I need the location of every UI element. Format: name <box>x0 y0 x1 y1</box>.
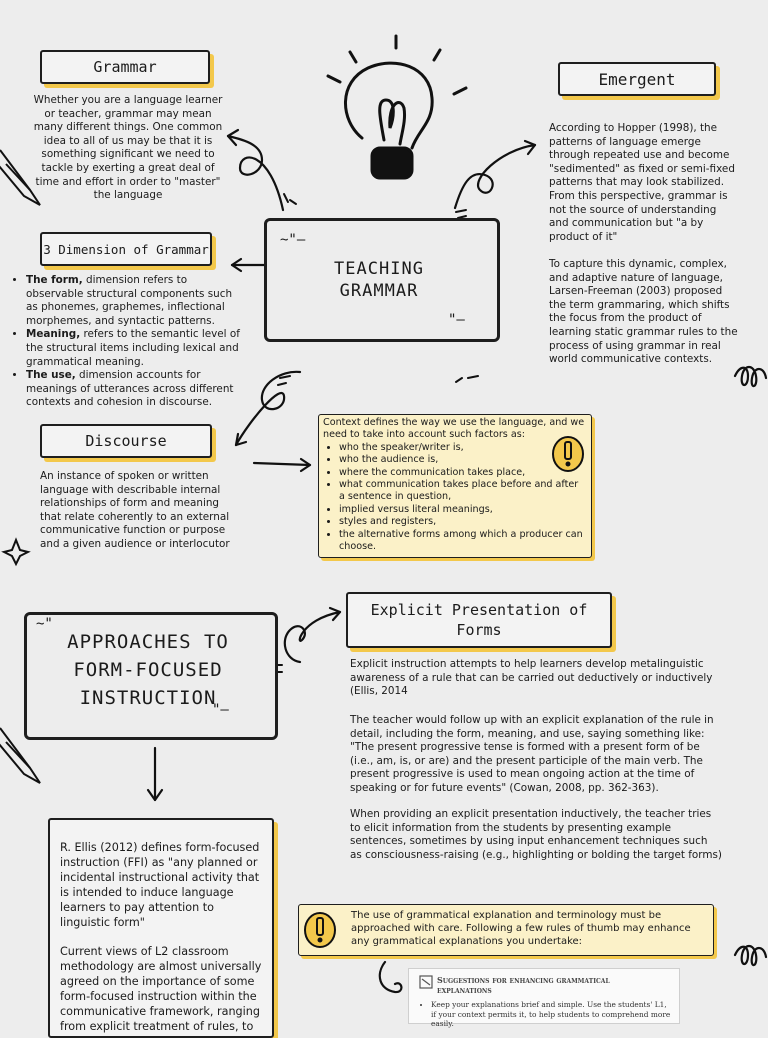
center-title-line-1: TEACHING <box>334 259 424 279</box>
context-item: • who the audience is, <box>339 454 587 466</box>
emergent-paragraph-1: According to Hopper (1998), the patterns of language emerge through repeated use and become "sedimented" as fixed or semi-fixed patterns that may look stabilized. From this perspective, grammar is not the source of understanding and communication but "a by product of it" <box>549 122 735 243</box>
ffi-box <box>48 818 274 1038</box>
grammar-title-box <box>40 50 210 84</box>
dimension-item-use: • The use, dimension accounts for meanings of utterances across different contexts and cohesion in discourse. <box>26 369 244 410</box>
discourse-body: An instance of spoken or written language with describable internal relationships of form and meaning that relate coherently to an external communicative function or purpose and a given audience or interlocutor <box>40 470 230 550</box>
warning-icon <box>302 910 338 950</box>
dimension-item-meaning: • Meaning, refers to the semantic level of the structural items including lexical and grammatical meaning. <box>26 328 244 369</box>
dimension-item-form: • The form, dimension refers to observable structural components such as phonemes, graphemes, inflectional morphemes, and syntactic patterns. <box>26 274 244 328</box>
warning-icon <box>550 434 586 474</box>
discourse-title-box <box>40 424 212 458</box>
quote-mark-open: ~" <box>36 616 53 632</box>
quote-mark-close: "— <box>448 312 465 328</box>
grammar-body: Whether you are a language learner or teacher, grammar may mean many different things. One common idea to all of us may be that it is something significant we need to tackle by exerting a great deal of time and effort in order to "master" the language <box>33 94 223 202</box>
context-item: • who the speaker/writer is, <box>339 442 587 454</box>
explicit-title-line-2: Forms <box>456 621 502 639</box>
suggestions-title-line-2: explanations <box>437 985 492 995</box>
dimension-title: 3 Dimension of Grammar <box>43 241 209 257</box>
suggestions-item: • Keep your explanations brief and simple. Use the students' L1, if your context permits it, to help students to comprehend more easily. <box>431 1000 671 1029</box>
explicit-paragraph-3: When providing an explicit presentation inductively, the teacher tries to elicit information from the students by presenting example sentences, sometimes by using input enhancement techniques such as consciousness-raising (e.g., highlighting or bolding the target forms) <box>350 808 722 861</box>
dimension-list <box>12 274 244 410</box>
approaches-title-line-3: INSTRUCTION <box>79 687 217 709</box>
approaches-title-line-2: FORM-FOCUSED <box>73 659 223 681</box>
emergent-title: Emergent <box>598 69 676 89</box>
emergent-title-box <box>558 62 716 96</box>
ffi-paragraph-1: R. Ellis (2012) defines form-focused instruction (FFI) as "any planned or incidental instructional activity that is intended to induce language learners to pay attention to linguistic form" <box>60 841 260 929</box>
emergent-paragraph-2: To capture this dynamic, complex, and adaptive nature of language, Larsen-Freeman (2003) proposed the term grammaring, which shifts the focus from the product of learning static grammar rules to the process of using grammar in real world communicative contexts. <box>549 258 738 366</box>
approaches-title <box>24 628 272 712</box>
dimension-title-box <box>40 232 212 266</box>
lightbulb-icon <box>328 36 466 178</box>
grammar-title: Grammar <box>93 58 157 76</box>
suggestions-excerpt <box>408 968 680 1029</box>
ffi-paragraph-2: Current views of L2 classroom methodology are almost universally agreed on the importance of some form-focused instruction within the communicative framework, ranging from explicit treatment of rules, to <box>60 945 262 1033</box>
quote-mark-close: "— <box>212 702 229 718</box>
suggestions-title-line-1: Suggestions for enhancing grammatical <box>437 975 610 985</box>
explicit-title-line-1: Explicit Presentation of <box>370 601 588 619</box>
care-box <box>298 904 714 956</box>
context-intro: Context defines the way we use the language, and we need to take into account such factors as: <box>323 417 585 441</box>
discourse-title: Discourse <box>85 432 167 450</box>
context-item: • the alternative forms among which a producer can choose. <box>339 529 587 554</box>
note-icon <box>419 975 433 989</box>
explicit-paragraph-2: The teacher would follow up with an explicit explanation of the rule in detail, including the form, meaning, and use, saying something like: "The present progressive tense is formed with a present form of be (i.e., am, is, or are) and the present participle of the main verb. The present progressive is used to mean ongoing action at the time of speaking or for future events" (Cowan, 2008, pp. 362-363). <box>350 714 714 794</box>
center-title-line-2: GRAMMAR <box>339 281 419 301</box>
context-item: • styles and registers, <box>339 516 587 528</box>
context-item: • what communication takes place before and after a sentence in question, <box>339 479 587 504</box>
context-item: • where the communication takes place, <box>339 467 587 479</box>
quote-mark-open: ~"— <box>280 232 306 248</box>
approaches-title-line-1: APPROACHES TO <box>67 631 229 653</box>
center-title <box>264 258 494 302</box>
context-item: • implied versus literal meanings, <box>339 504 587 516</box>
care-text: The use of grammatical explanation and terminology must be approached with care. Following a few rules of thumb may enhance any grammatical explanations you undertake: <box>351 910 691 947</box>
explicit-title-box <box>346 592 612 648</box>
explicit-paragraph-1: Explicit instruction attempts to help learners develop metalinguistic awareness of a rule that can be carried out deductively or inductively (Ellis, 2014 <box>350 658 713 698</box>
